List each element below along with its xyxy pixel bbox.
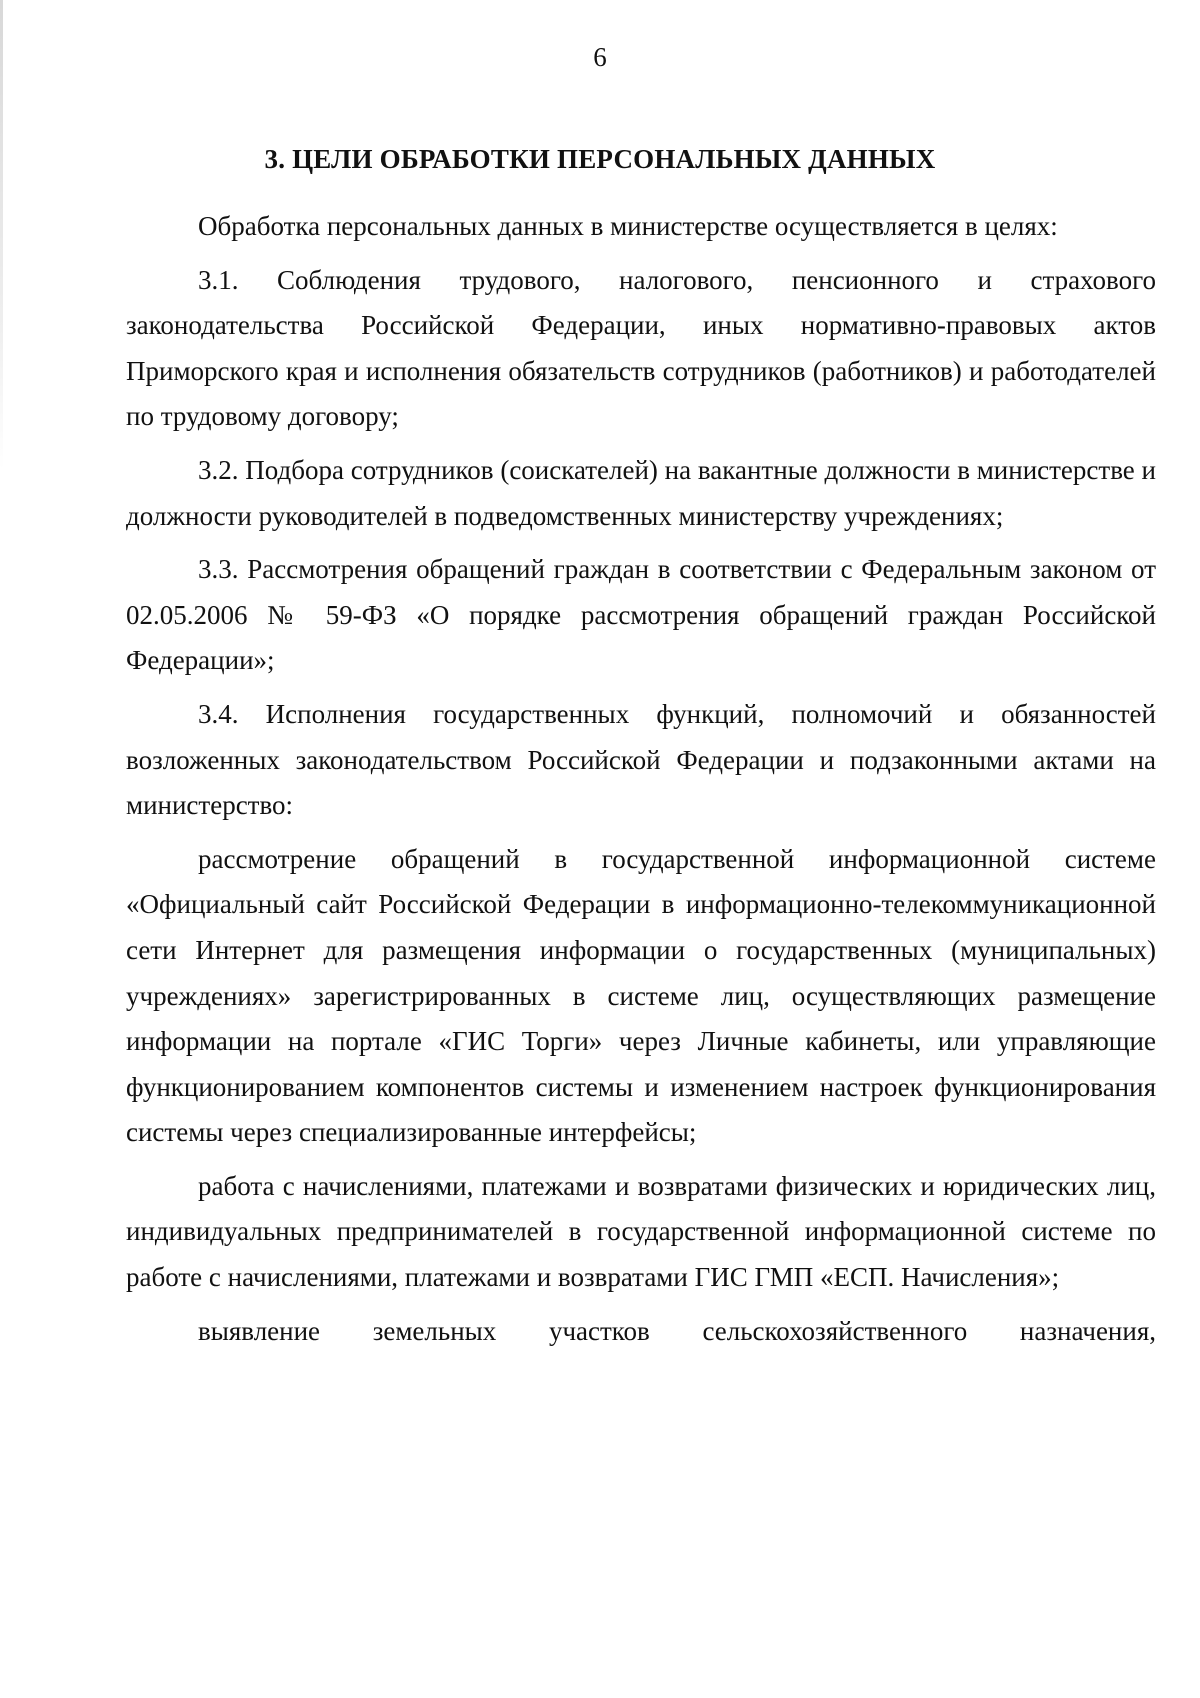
paragraph-3-3: 3.3. Рассмотрения обращений граждан в соответствии с Федеральным законом от 02.05.2006 № 59-ФЗ «О порядке рассмотрения обращений граждан Российской Федерации»; [126,554,1156,676]
paragraph-3-4: 3.4. Исполнения государственных функций, полномочий и обязанностей возложенных законодательством Российской Федерации и подзаконными актами на министерство: [126,698,1156,821]
paragraph-3-2: 3.2. Подбора сотрудников (соискателей) на вакантные должности в министерстве и должности руководителей в подведомственных министерству учреждениях; [126,454,1156,531]
document-body [126,204,1156,1354]
section-heading: 3. ЦЕЛИ ОБРАБОТКИ ПЕРСОНАЛЬНЫХ ДАННЫХ [264,144,936,174]
paragraph-land-plots: выявление земельных участков сельскохозяйственного назначения, [198,1315,1156,1346]
page-number: 6 [593,42,607,72]
paragraph-intro: Обработка персональных данных в министерстве осуществляется в целях: [198,211,1058,241]
paragraph-3-1: 3.1. Соблюдения трудового, налогового, пенсионного и страхового законодательства Российской Федерации, иных нормативно-правовых актов Приморского края и исполнения обязательств сотрудников (работников) и работодателей по трудовому договору; [126,264,1156,432]
paragraph-gis-official-site: рассмотрение обращений в государственной информационной системе «Официальный сайт Российской Федерации в информационно-телекоммуникационной сети Интернет для размещения информации о государственных (муниципальных) учреждениях» зарегистрированных в системе лиц, осуществляющих размещение информации на портале «ГИС Торги» через Личные кабинеты, или управляющие функционированием компонентов системы и изменением настроек функционирования системы через специализированные интерфейсы; [126,843,1156,1148]
paragraph-gis-gmp: работа с начислениями, платежами и возвратами физических и юридических лиц, индивидуальных предпринимателей в государственной информационной системе по работе с начислениями, платежами и возвратами ГИС ГМП «ЕСП. Начисления»; [126,1170,1156,1293]
